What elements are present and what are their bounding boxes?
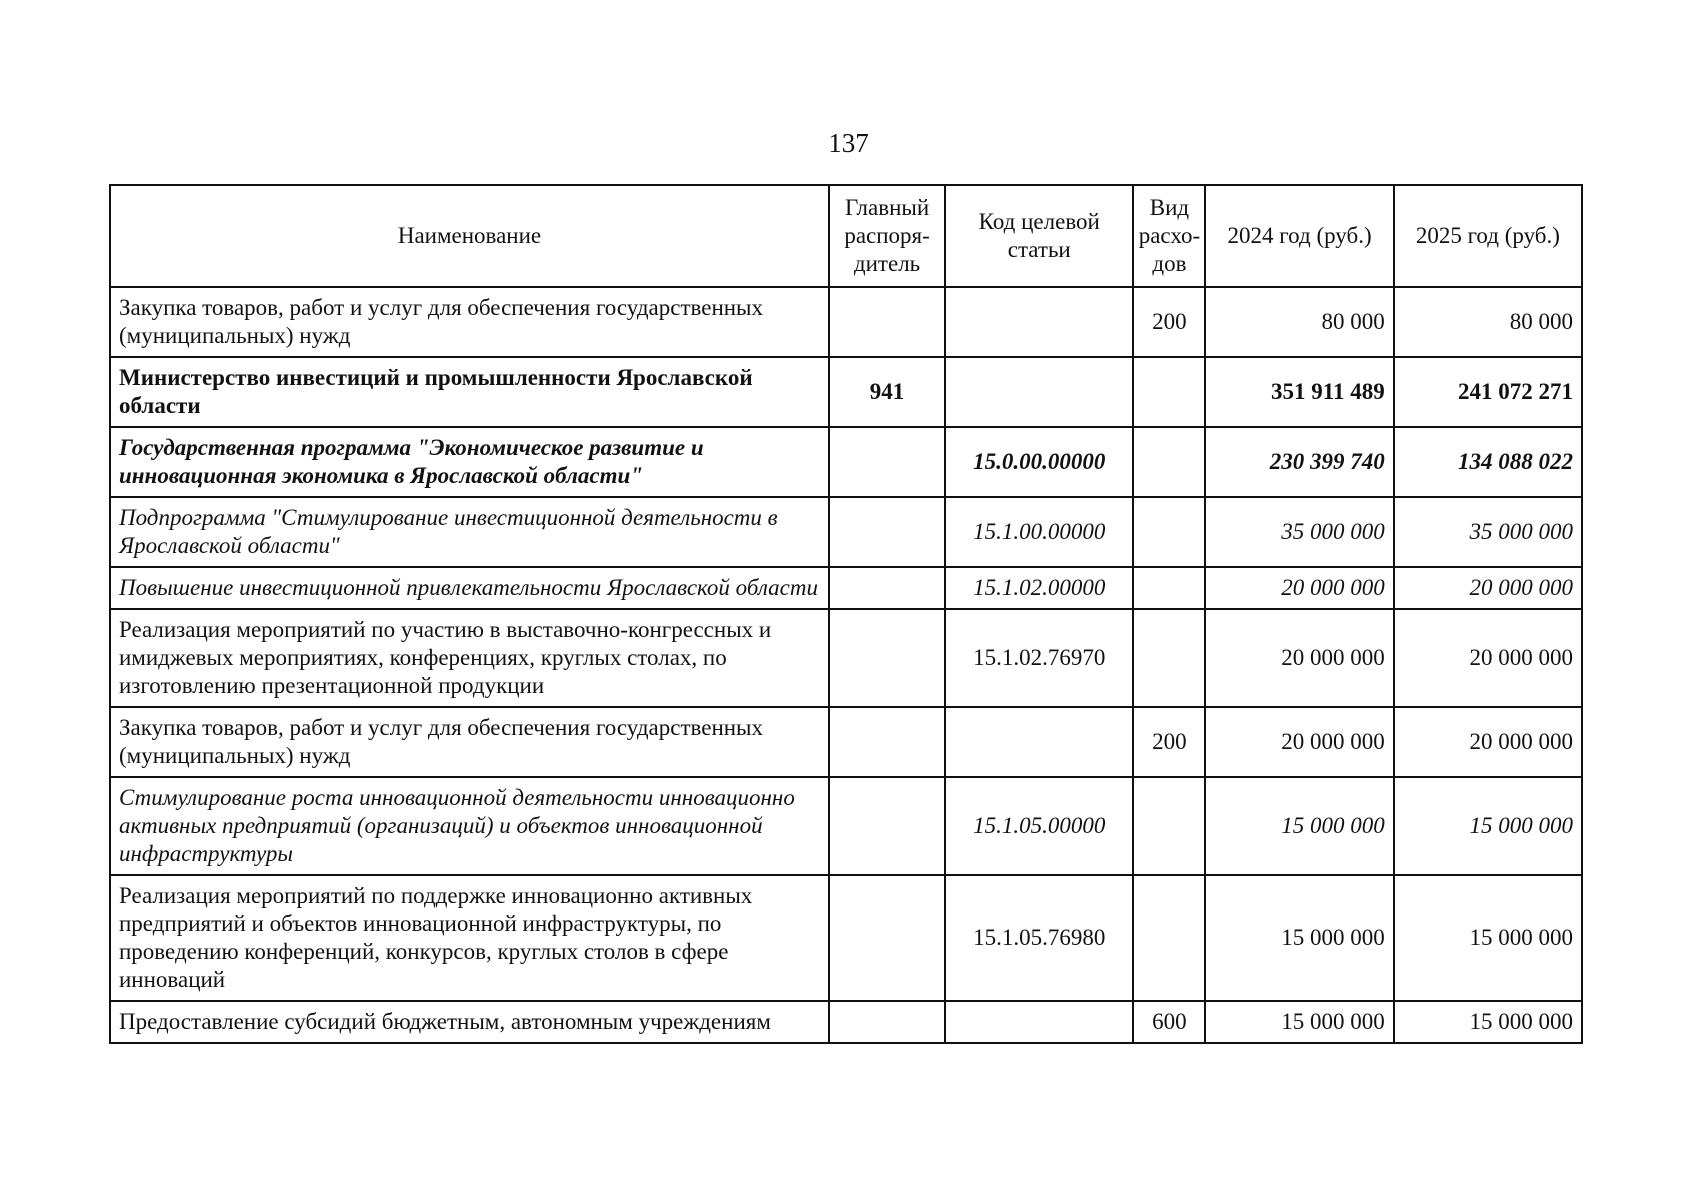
cell-code: [945, 1001, 1133, 1043]
cell-2025: 20 000 000: [1394, 707, 1582, 777]
cell-type: [1133, 497, 1205, 567]
header-name: Наименование: [110, 185, 829, 287]
table-row: [110, 875, 1582, 1001]
cell-name: Подпрограмма "Стимулирование инвестиционной деятельности в Ярославской области": [110, 497, 829, 567]
cell-2024: 15 000 000: [1205, 1001, 1393, 1043]
cell-type: [1133, 357, 1205, 427]
table-row: [110, 497, 1582, 567]
header-code: Код целевой статьи: [945, 185, 1133, 287]
cell-2025: 15 000 000: [1394, 875, 1582, 1001]
cell-2024: 35 000 000: [1205, 497, 1393, 567]
cell-name: Повышение инвестиционной привлекательности Ярославской области: [110, 567, 829, 609]
table-row: [110, 777, 1582, 875]
table-row: [110, 357, 1582, 427]
cell-type: 600: [1133, 1001, 1205, 1043]
cell-type: [1133, 875, 1205, 1001]
cell-2024: 80 000: [1205, 287, 1393, 357]
cell-manager: [829, 567, 945, 609]
cell-manager: [829, 609, 945, 707]
cell-type: [1133, 777, 1205, 875]
cell-manager: [829, 875, 945, 1001]
cell-code: 15.0.00.00000: [945, 427, 1133, 497]
cell-manager: [829, 287, 945, 357]
cell-type: [1133, 427, 1205, 497]
cell-2024: 20 000 000: [1205, 567, 1393, 609]
cell-name: Реализация мероприятий по участию в выставочно-конгрессных и имиджевых мероприятиях, конференциях, круглых столах, по изготовлению презентационной продукции: [110, 609, 829, 707]
cell-name: Министерство инвестиций и промышленности Ярославской области: [110, 357, 829, 427]
cell-name: Стимулирование роста инновационной деятельности инновационно активных предприятий (организаций) и объектов инновационной инфраструктуры: [110, 777, 829, 875]
cell-name: Предоставление субсидий бюджетным, автономным учреждениям: [110, 1001, 829, 1043]
cell-manager: [829, 1001, 945, 1043]
cell-manager: [829, 497, 945, 567]
table-body: [110, 287, 1582, 1043]
cell-name: Закупка товаров, работ и услуг для обеспечения государственных (муниципальных) нужд: [110, 287, 829, 357]
cell-2025: 15 000 000: [1394, 777, 1582, 875]
cell-code: 15.1.05.76980: [945, 875, 1133, 1001]
cell-2025: 20 000 000: [1394, 609, 1582, 707]
table-row: [110, 609, 1582, 707]
cell-2025: 20 000 000: [1394, 567, 1582, 609]
header-manager: Главный распоря-дитель: [829, 185, 945, 287]
cell-code: 15.1.00.00000: [945, 497, 1133, 567]
cell-name: Закупка товаров, работ и услуг для обеспечения государственных (муниципальных) нужд: [110, 707, 829, 777]
page-number: 137: [828, 128, 869, 158]
cell-2024: 15 000 000: [1205, 875, 1393, 1001]
header-type: Вид расхо-дов: [1133, 185, 1205, 287]
table-header-row: [110, 185, 1582, 287]
cell-2025: 15 000 000: [1394, 1001, 1582, 1043]
cell-code: [945, 287, 1133, 357]
cell-type: [1133, 609, 1205, 707]
cell-code: [945, 357, 1133, 427]
cell-2025: 80 000: [1394, 287, 1582, 357]
budget-table: [109, 184, 1583, 1044]
table-row: [110, 427, 1582, 497]
table-row: [110, 567, 1582, 609]
cell-2024: 20 000 000: [1205, 707, 1393, 777]
cell-manager: [829, 707, 945, 777]
cell-2025: 134 088 022: [1394, 427, 1582, 497]
cell-name: Реализация мероприятий по поддержке инновационно активных предприятий и объектов инновационной инфраструктуры, по проведению конференций, конкурсов, круглых столов в сфере инноваций: [110, 875, 829, 1001]
header-2024: 2024 год (руб.): [1205, 185, 1393, 287]
table-row: [110, 707, 1582, 777]
cell-code: [945, 707, 1133, 777]
cell-2025: 241 072 271: [1394, 357, 1582, 427]
cell-manager: [829, 427, 945, 497]
table-row: [110, 1001, 1582, 1043]
cell-2024: 20 000 000: [1205, 609, 1393, 707]
cell-manager: 941: [829, 357, 945, 427]
cell-code: 15.1.02.00000: [945, 567, 1133, 609]
table-row: [110, 287, 1582, 357]
cell-name: Государственная программа "Экономическое развитие и инновационная экономика в Ярославской области": [110, 427, 829, 497]
cell-code: 15.1.05.00000: [945, 777, 1133, 875]
cell-type: 200: [1133, 287, 1205, 357]
cell-2024: 15 000 000: [1205, 777, 1393, 875]
cell-type: [1133, 567, 1205, 609]
cell-manager: [829, 777, 945, 875]
cell-2024: 230 399 740: [1205, 427, 1393, 497]
cell-type: 200: [1133, 707, 1205, 777]
header-2025: 2025 год (руб.): [1394, 185, 1582, 287]
cell-code: 15.1.02.76970: [945, 609, 1133, 707]
cell-2024: 351 911 489: [1205, 357, 1393, 427]
cell-2025: 35 000 000: [1394, 497, 1582, 567]
